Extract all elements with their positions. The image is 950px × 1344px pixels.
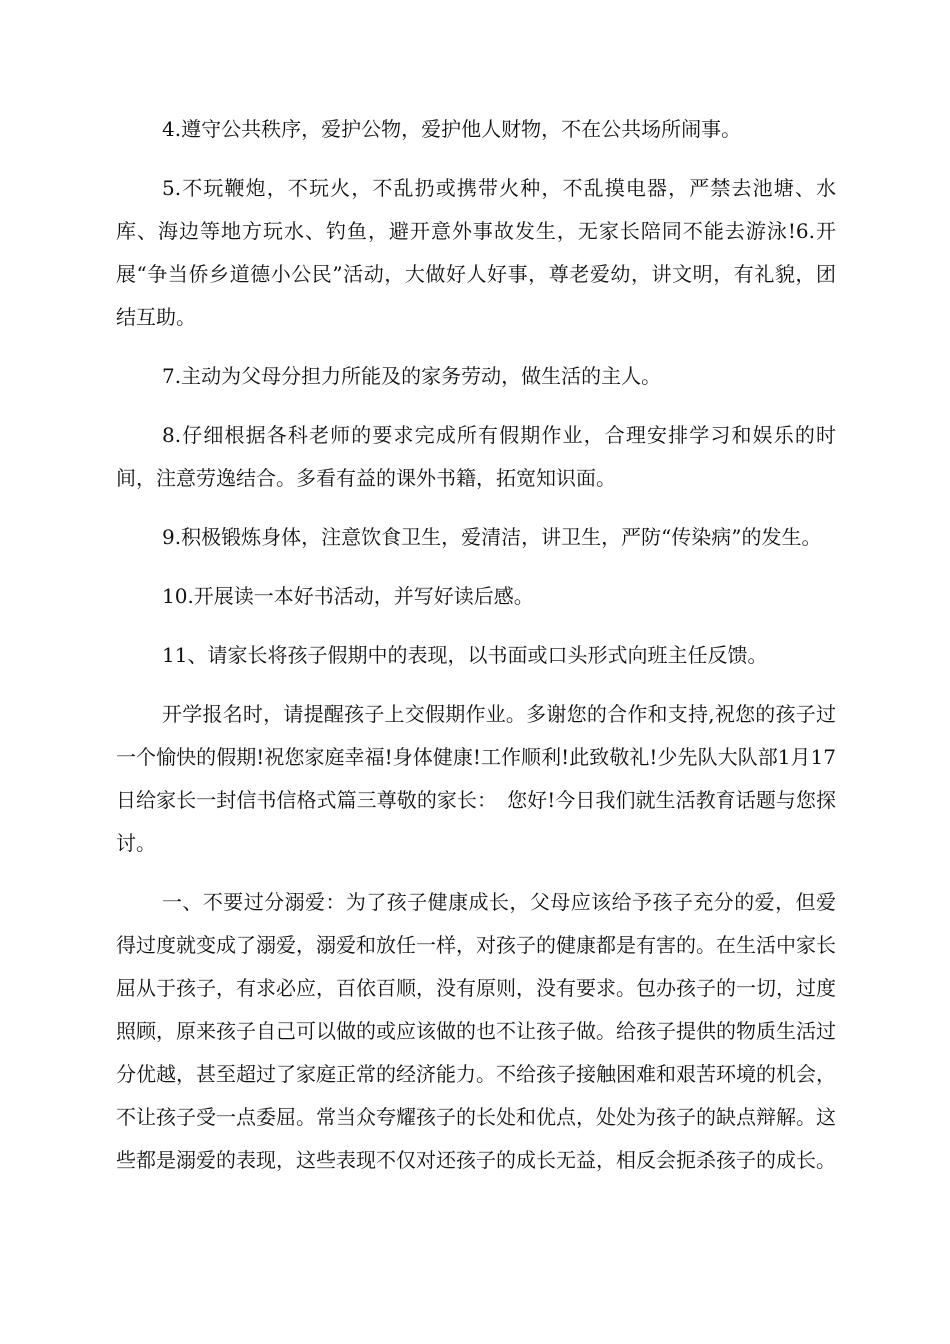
paragraph-item-8: 8.仔细根据各科老师的要求完成所有假期作业，合理安排学习和娱乐的时间，注意劳逸结合。多看有益的课外书籍，拓宽知识面。 — [116, 423, 836, 490]
paragraph-item-7: 7.主动为父母分担力所能及的家务劳动，做生活的主人。 — [162, 364, 662, 388]
paragraph-item-11: 11、请家长将孩子假期中的表现，以书面或口头形式向班主任反馈。 — [162, 643, 768, 667]
document-body — [116, 108, 836, 1198]
paragraph-item-5-6: 5.不玩鞭炮，不玩火，不乱扔或携带火种，不乱摸电器，严禁去池塘、水库、海边等地方玩水、钓鱼，避开意外事故发生，无家长陪同不能去游泳!6.开展“争当侨乡道德小公民”活动，大做好人好事，尊老爱幼，讲文明，有礼貌，团结互助。 — [116, 176, 836, 329]
closing-paragraph: 开学报名时，请提醒孩子上交假期作业。多谢您的合作和支持,祝您的孩子过一个愉快的假期!祝您家庭幸福!身体健康!工作顺利!此致敬礼!少先队大队部1月17日给家长一封信书信格式篇三尊敬的家长： 您好!今日我们就生活教育话题与您探讨。 — [116, 702, 836, 855]
paragraph-item-9: 9.积极锻炼身体，注意饮食卫生，爱清洁，讲卫生，严防“传染病”的发生。 — [162, 525, 822, 549]
paragraph-item-4: 4.遵守公共秩序，爱护公物，爱护他人财物，不在公共场所闹事。 — [162, 117, 742, 141]
paragraph-item-10: 10.开展读一本好书活动，并写好读后感。 — [162, 584, 534, 608]
section-one-paragraph: 一、不要过分溺爱：为了孩子健康成长，父母应该给予孩子充分的爱，但爱得过度就变成了溺爱，溺爱和放任一样，对孩子的健康都是有害的。在生活中家长屈从于孩子，有求必应，百依百顺，没有原则，没有要求。包办孩子的一切，过度照顾，原来孩子自己可以做的或应该做的也不让孩子做。给孩子提供的物质生活过分优越，甚至超过了家庭正常的经济能力。不给孩子接触困难和艰苦环境的机会，不让孩子受一点委屈。常当众夸耀孩子的长处和优点，处处为孩子的缺点辩解。这些都是溺爱的表现，这些表现不仅对还孩子的成长无益，相反会扼杀孩子的成长。 — [116, 890, 836, 1172]
